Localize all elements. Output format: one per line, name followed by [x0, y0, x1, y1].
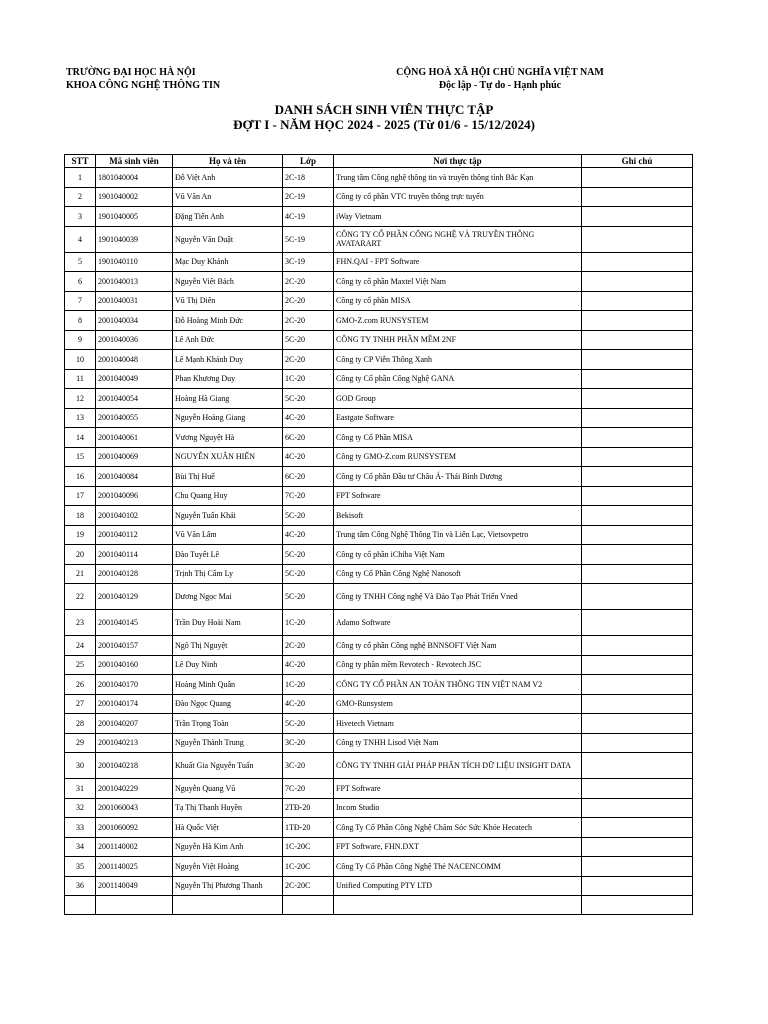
cell-full-name: Vũ Thị Diên	[173, 291, 283, 311]
cell-notes	[582, 675, 693, 695]
table-row	[65, 655, 693, 675]
cell-student-id: 2001040114	[96, 545, 173, 565]
cell-full-name: Phan Khương Duy	[173, 369, 283, 389]
table-row	[65, 876, 693, 896]
table-row	[65, 369, 693, 389]
cell-notes	[582, 584, 693, 610]
cell-notes	[582, 798, 693, 818]
cell-student-id: 2001040048	[96, 350, 173, 370]
cell-student-id: 2001040112	[96, 525, 173, 545]
cell-notes	[582, 467, 693, 487]
cell-class: 1C-20	[283, 675, 334, 695]
cell-notes	[582, 486, 693, 506]
cell-class: 1TĐ-20	[283, 818, 334, 838]
cell-student-id: 2001040218	[96, 753, 173, 779]
cell-internship-place: Công ty CP Viễn Thông Xanh	[334, 350, 582, 370]
table-row	[65, 330, 693, 350]
cell-full-name: Dương Ngọc Mai	[173, 584, 283, 610]
empty-cell	[334, 896, 582, 915]
cell-student-id: 1901040005	[96, 207, 173, 227]
cell-internship-place: FPT Software, FHN.DXT	[334, 837, 582, 857]
empty-cell	[65, 896, 96, 915]
cell-student-id: 2001040054	[96, 389, 173, 409]
cell-stt: 23	[65, 610, 96, 636]
cell-full-name: Bùi Thị Huế	[173, 467, 283, 487]
cell-class: 2C-20	[283, 311, 334, 331]
cell-internship-place: Công ty TNHH Lisod Việt Nam	[334, 733, 582, 753]
cell-full-name: Nguyễn Việt Hoàng	[173, 857, 283, 877]
table-row	[65, 525, 693, 545]
column-header-full-name: Họ và tên	[173, 155, 283, 168]
cell-notes	[582, 408, 693, 428]
cell-internship-place: Công ty cổ phần iChiba Việt Nam	[334, 545, 582, 565]
cell-stt: 29	[65, 733, 96, 753]
table-row	[65, 610, 693, 636]
cell-student-id: 2001040229	[96, 779, 173, 799]
table-row	[65, 733, 693, 753]
cell-notes	[582, 525, 693, 545]
cell-full-name: Hoàng Hà Giang	[173, 389, 283, 409]
cell-class: 5C-19	[283, 226, 334, 252]
table-row	[65, 545, 693, 565]
faculty-name: KHOA CÔNG NGHỆ THÔNG TIN	[66, 80, 221, 91]
cell-internship-place: FPT Software	[334, 779, 582, 799]
motto: Độc lập - Tự do - Hạnh phúc	[438, 80, 562, 91]
cell-notes	[582, 389, 693, 409]
cell-class: 1C-20	[283, 610, 334, 636]
cell-internship-place: GMO-Runsystem	[334, 694, 582, 714]
cell-internship-place: FHN.QAI - FPT Software	[334, 252, 582, 272]
cell-stt: 13	[65, 408, 96, 428]
cell-notes	[582, 291, 693, 311]
cell-notes	[582, 837, 693, 857]
cell-class: 2TĐ-20	[283, 798, 334, 818]
empty-cell	[283, 896, 334, 915]
cell-internship-place: Unified Computing PTY LTD	[334, 876, 582, 896]
cell-stt: 18	[65, 506, 96, 526]
cell-notes	[582, 350, 693, 370]
cell-student-id: 2001140025	[96, 857, 173, 877]
cell-class: 5C-20	[283, 564, 334, 584]
cell-class: 5C-20	[283, 506, 334, 526]
cell-stt: 31	[65, 779, 96, 799]
cell-class: 5C-20	[283, 714, 334, 734]
cell-notes	[582, 694, 693, 714]
cell-full-name: Lê Anh Đức	[173, 330, 283, 350]
empty-cell	[582, 896, 693, 915]
cell-student-id: 1801040004	[96, 168, 173, 188]
cell-class: 2C-20	[283, 636, 334, 656]
cell-internship-place: Công ty Cổ Phần MISA	[334, 428, 582, 448]
cell-internship-place: Công ty Cổ Phần Công Nghệ Nanosoft	[334, 564, 582, 584]
cell-internship-place: Công Ty Cổ Phần Công Nghệ Chăm Sóc Sức Khỏe Hecatech	[334, 818, 582, 838]
cell-stt: 12	[65, 389, 96, 409]
cell-internship-place: Công ty Cổ phần Công Nghệ GANA	[334, 369, 582, 389]
cell-student-id: 2001040036	[96, 330, 173, 350]
cell-class: 2C-20	[283, 350, 334, 370]
country-name: CỘNG HOÀ XÃ HỘI CHỦ NGHĨA VIỆT NAM	[396, 67, 604, 78]
table-row	[65, 408, 693, 428]
cell-full-name: Trần Duy Hoài Nam	[173, 610, 283, 636]
cell-internship-place: FPT Software	[334, 486, 582, 506]
cell-student-id: 2001040160	[96, 655, 173, 675]
cell-notes	[582, 779, 693, 799]
cell-class: 5C-20	[283, 389, 334, 409]
cell-class: 3C-20	[283, 753, 334, 779]
cell-class: 4C-20	[283, 525, 334, 545]
cell-notes	[582, 226, 693, 252]
table-row	[65, 779, 693, 799]
table-row	[65, 564, 693, 584]
cell-full-name: Đào Ngọc Quang	[173, 694, 283, 714]
cell-internship-place: CÔNG TY TNHH GIẢI PHÁP PHÂN TÍCH DỮ LIỆU INSIGHT DATA	[334, 753, 582, 779]
empty-cell	[173, 896, 283, 915]
column-header-student-id: Mã sinh viên	[96, 155, 173, 168]
table-row	[65, 311, 693, 331]
table-body	[65, 168, 693, 915]
table-row	[65, 428, 693, 448]
cell-class: 4C-20	[283, 447, 334, 467]
cell-internship-place: iWay Vietnam	[334, 207, 582, 227]
cell-class: 2C-18	[283, 168, 334, 188]
cell-full-name: Nguyễn Quang Vũ	[173, 779, 283, 799]
cell-student-id: 2001040128	[96, 564, 173, 584]
cell-student-id: 2001040157	[96, 636, 173, 656]
cell-stt: 36	[65, 876, 96, 896]
cell-class: 4C-20	[283, 655, 334, 675]
cell-class: 3C-20	[283, 733, 334, 753]
cell-notes	[582, 876, 693, 896]
cell-student-id: 2001040034	[96, 311, 173, 331]
cell-internship-place: CÔNG TY CỔ PHẦN CÔNG NGHỆ VÀ TRUYỀN THÔNG AVATARART	[334, 226, 582, 252]
table-row	[65, 226, 693, 252]
cell-internship-place: Công ty cổ phần VTC truyền thông trực tuyến	[334, 187, 582, 207]
cell-full-name: Trần Trọng Toàn	[173, 714, 283, 734]
cell-full-name: Lê Mạnh Khánh Duy	[173, 350, 283, 370]
cell-class: 2C-20	[283, 291, 334, 311]
cell-full-name: Khuất Gia Nguyễn Tuấn	[173, 753, 283, 779]
cell-full-name: Đỗ Việt Anh	[173, 168, 283, 188]
table-row	[65, 291, 693, 311]
cell-student-id: 2001040049	[96, 369, 173, 389]
cell-stt: 9	[65, 330, 96, 350]
cell-student-id: 2001040102	[96, 506, 173, 526]
table-row	[65, 486, 693, 506]
cell-stt: 22	[65, 584, 96, 610]
institution-header	[66, 66, 326, 92]
cell-stt: 24	[65, 636, 96, 656]
table-row	[65, 272, 693, 292]
column-header-internship-place: Nơi thực tập	[334, 155, 582, 168]
cell-class: 5C-20	[283, 330, 334, 350]
cell-full-name: Nguyễn Tuấn Khải	[173, 506, 283, 526]
cell-class: 2C-20	[283, 272, 334, 292]
cell-internship-place: Công ty cổ phần Công nghệ BNNSOFT Việt Nam	[334, 636, 582, 656]
cell-student-id: 2001040174	[96, 694, 173, 714]
cell-full-name: Ngô Thị Nguyệt	[173, 636, 283, 656]
cell-student-id: 2001040096	[96, 486, 173, 506]
cell-stt: 17	[65, 486, 96, 506]
cell-internship-place: CÔNG TY TNHH PHẦN MỀM 2NF	[334, 330, 582, 350]
cell-notes	[582, 655, 693, 675]
cell-stt: 15	[65, 447, 96, 467]
cell-class: 6C-20	[283, 467, 334, 487]
cell-student-id: 2001140002	[96, 837, 173, 857]
cell-full-name: Đào Tuyết Lê	[173, 545, 283, 565]
cell-stt: 1	[65, 168, 96, 188]
cell-student-id: 2001040207	[96, 714, 173, 734]
cell-internship-place: Công ty TNHH Công nghệ Và Đào Tạo Phát Triển Vned	[334, 584, 582, 610]
cell-notes	[582, 207, 693, 227]
cell-internship-place: Trung tâm Công nghệ thông tin và truyền thông tỉnh Bắc Kạn	[334, 168, 582, 188]
cell-stt: 26	[65, 675, 96, 695]
cell-class: 5C-20	[283, 545, 334, 565]
cell-notes	[582, 330, 693, 350]
table-row	[65, 467, 693, 487]
document-title	[0, 102, 768, 132]
cell-stt: 16	[65, 467, 96, 487]
cell-full-name: Nguyễn Thị Phương Thanh	[173, 876, 283, 896]
column-header-notes: Ghi chú	[582, 155, 693, 168]
cell-class: 4C-20	[283, 408, 334, 428]
cell-notes	[582, 714, 693, 734]
cell-notes	[582, 610, 693, 636]
cell-stt: 27	[65, 694, 96, 714]
table-row	[65, 753, 693, 779]
cell-stt: 5	[65, 252, 96, 272]
table-row	[65, 187, 693, 207]
cell-stt: 8	[65, 311, 96, 331]
cell-full-name: Nguyễn Viết Bách	[173, 272, 283, 292]
cell-notes	[582, 187, 693, 207]
cell-notes	[582, 564, 693, 584]
cell-internship-place: Công ty phần mềm Revotech - Revotech JSC	[334, 655, 582, 675]
cell-stt: 3	[65, 207, 96, 227]
table-row	[65, 636, 693, 656]
cell-notes	[582, 168, 693, 188]
student-list-table	[64, 154, 693, 915]
cell-full-name: Vũ Văn An	[173, 187, 283, 207]
title-line-1: DANH SÁCH SINH VIÊN THỰC TẬP	[274, 102, 494, 117]
cell-full-name: Hoàng Minh Quân	[173, 675, 283, 695]
cell-stt: 4	[65, 226, 96, 252]
cell-student-id: 1901040002	[96, 187, 173, 207]
cell-class: 1C-20C	[283, 837, 334, 857]
cell-class: 4C-19	[283, 207, 334, 227]
cell-stt: 20	[65, 545, 96, 565]
cell-class: 6C-20	[283, 428, 334, 448]
cell-internship-place: Incom Studio	[334, 798, 582, 818]
table-row	[65, 798, 693, 818]
cell-stt: 25	[65, 655, 96, 675]
cell-internship-place: Hivetech Vietnam	[334, 714, 582, 734]
cell-stt: 7	[65, 291, 96, 311]
cell-class: 2C-20C	[283, 876, 334, 896]
cell-student-id: 2001040013	[96, 272, 173, 292]
table-row	[65, 207, 693, 227]
table-row	[65, 694, 693, 714]
cell-internship-place: GOD Group	[334, 389, 582, 409]
cell-notes	[582, 818, 693, 838]
cell-full-name: Nguyễn Thành Trung	[173, 733, 283, 753]
cell-student-id: 1901040039	[96, 226, 173, 252]
cell-full-name: Đỗ Hoàng Minh Đức	[173, 311, 283, 331]
cell-class: 1C-20C	[283, 857, 334, 877]
cell-internship-place: GMO-Z.com RUNSYSTEM	[334, 311, 582, 331]
cell-stt: 6	[65, 272, 96, 292]
cell-notes	[582, 369, 693, 389]
cell-internship-place: CÔNG TY CỔ PHẦN AN TOÀN THÔNG TIN VIỆT NAM V2	[334, 675, 582, 695]
cell-notes	[582, 311, 693, 331]
cell-student-id: 2001040031	[96, 291, 173, 311]
cell-stt: 10	[65, 350, 96, 370]
table-row	[65, 714, 693, 734]
cell-student-id: 1901040110	[96, 252, 173, 272]
cell-notes	[582, 545, 693, 565]
university-name: TRƯỜNG ĐẠI HỌC HÀ NỘI	[66, 67, 196, 78]
table-header-row	[65, 155, 693, 168]
cell-stt: 14	[65, 428, 96, 448]
cell-full-name: Tạ Thị Thanh Huyền	[173, 798, 283, 818]
cell-student-id: 2001040145	[96, 610, 173, 636]
cell-internship-place: Bekisoft	[334, 506, 582, 526]
cell-notes	[582, 272, 693, 292]
cell-stt: 28	[65, 714, 96, 734]
cell-notes	[582, 753, 693, 779]
cell-notes	[582, 733, 693, 753]
table-row	[65, 252, 693, 272]
table-row	[65, 447, 693, 467]
table-row	[65, 506, 693, 526]
cell-full-name: Nguyễn Hoàng Giang	[173, 408, 283, 428]
cell-internship-place: Công Ty Cổ Phần Công Nghệ Thẻ NACENCOMM	[334, 857, 582, 877]
cell-notes	[582, 428, 693, 448]
cell-full-name: Mạc Duy Khánh	[173, 252, 283, 272]
cell-internship-place: Công ty cổ phần MISA	[334, 291, 582, 311]
cell-full-name: Vương Nguyệt Hà	[173, 428, 283, 448]
cell-full-name: Trịnh Thị Cẩm Ly	[173, 564, 283, 584]
cell-stt: 19	[65, 525, 96, 545]
cell-full-name: Lê Duy Ninh	[173, 655, 283, 675]
table-row	[65, 584, 693, 610]
cell-student-id: 2001040129	[96, 584, 173, 610]
title-line-2: ĐỢT I - NĂM HỌC 2024 - 2025 (Từ 01/6 - 15/12/2024)	[233, 117, 535, 132]
cell-stt: 32	[65, 798, 96, 818]
cell-full-name: Nguyễn Văn Duật	[173, 226, 283, 252]
cell-notes	[582, 636, 693, 656]
table-row	[65, 389, 693, 409]
cell-full-name: Đặng Tiến Anh	[173, 207, 283, 227]
cell-stt: 2	[65, 187, 96, 207]
cell-student-id: 2001040061	[96, 428, 173, 448]
cell-stt: 30	[65, 753, 96, 779]
cell-internship-place: Eastgate Software	[334, 408, 582, 428]
cell-class: 7C-20	[283, 486, 334, 506]
cell-student-id: 2001140049	[96, 876, 173, 896]
cell-student-id: 2001060043	[96, 798, 173, 818]
table-row	[65, 168, 693, 188]
cell-class: 7C-20	[283, 779, 334, 799]
column-header-stt: STT	[65, 155, 96, 168]
cell-internship-place: Trung tâm Công Nghệ Thông Tin và Liên Lạc, Vietsovpetro	[334, 525, 582, 545]
cell-notes	[582, 506, 693, 526]
cell-stt: 11	[65, 369, 96, 389]
cell-full-name: Hà Quốc Việt	[173, 818, 283, 838]
table-row	[65, 837, 693, 857]
cell-notes	[582, 857, 693, 877]
cell-stt: 21	[65, 564, 96, 584]
cell-student-id: 2001040170	[96, 675, 173, 695]
cell-class: 1C-20	[283, 369, 334, 389]
cell-class: 3C-19	[283, 252, 334, 272]
cell-student-id: 2001040055	[96, 408, 173, 428]
column-header-class: Lớp	[283, 155, 334, 168]
cell-internship-place: Công ty cổ phần Maxtel Việt Nam	[334, 272, 582, 292]
cell-full-name: Chu Quang Huy	[173, 486, 283, 506]
cell-student-id: 2001040084	[96, 467, 173, 487]
cell-internship-place: Công ty GMO-Z.com RUNSYSTEM	[334, 447, 582, 467]
cell-student-id: 2001040213	[96, 733, 173, 753]
cell-internship-place: Công ty Cổ phần Đầu tư Châu Á- Thái Bình Dương	[334, 467, 582, 487]
cell-full-name: Vũ Văn Lâm	[173, 525, 283, 545]
cell-notes	[582, 447, 693, 467]
table-row	[65, 675, 693, 695]
cell-stt: 34	[65, 837, 96, 857]
cell-notes	[582, 252, 693, 272]
cell-student-id: 2001040069	[96, 447, 173, 467]
cell-full-name: Nguyễn Hà Kim Anh	[173, 837, 283, 857]
cell-full-name: NGUYỄN XUÂN HIỂN	[173, 447, 283, 467]
table-row	[65, 818, 693, 838]
table-row	[65, 350, 693, 370]
cell-internship-place: Adamo Software	[334, 610, 582, 636]
national-header	[350, 66, 650, 92]
cell-stt: 35	[65, 857, 96, 877]
empty-cell	[96, 896, 173, 915]
table-row	[65, 857, 693, 877]
cell-class: 5C-20	[283, 584, 334, 610]
cell-student-id: 2001060092	[96, 818, 173, 838]
cell-class: 2C-19	[283, 187, 334, 207]
cell-stt: 33	[65, 818, 96, 838]
cell-class: 4C-20	[283, 694, 334, 714]
empty-table-row	[65, 896, 693, 915]
